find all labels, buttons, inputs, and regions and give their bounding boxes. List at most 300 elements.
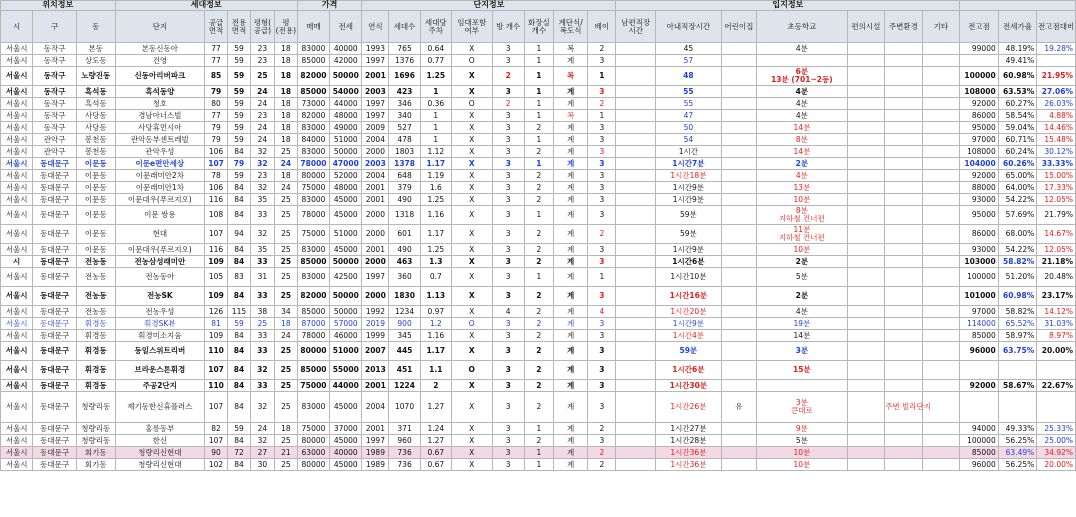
table-cell[interactable]: 85000 [297,361,329,380]
table-cell[interactable]: 2 [524,306,553,318]
table-cell[interactable]: 56.25% [998,435,1037,447]
table-cell[interactable]: 95000 [960,206,999,225]
table-cell[interactable]: 736 [389,447,420,459]
table-cell[interactable]: 63000 [297,447,329,459]
table-cell[interactable] [616,55,656,67]
table-cell[interactable]: 18 [274,98,297,110]
table-cell[interactable]: 5분 [757,435,848,447]
table-cell[interactable] [616,194,656,206]
table-cell[interactable]: 33 [250,330,274,342]
table-cell[interactable]: 1992 [362,306,389,318]
table-cell[interactable]: 59 [228,55,251,67]
table-cell[interactable]: 58.97% [998,330,1037,342]
table-cell[interactable]: 동작구 [33,98,77,110]
table-cell[interactable]: 0.67 [420,459,451,471]
table-cell[interactable]: X [451,423,492,435]
table-cell[interactable]: 50000 [330,146,362,158]
table-cell[interactable] [721,459,756,471]
table-cell[interactable]: 2 [492,67,524,86]
table-cell[interactable] [616,134,656,146]
table-cell[interactable]: 86000 [960,225,999,244]
table-cell[interactable]: 3 [588,55,616,67]
table-cell[interactable]: 527 [389,122,420,134]
table-cell[interactable] [616,423,656,435]
table-cell[interactable]: 107 [205,361,228,380]
table-cell[interactable]: 58.67% [998,380,1037,392]
table-cell[interactable]: 104000 [960,158,999,170]
table-cell[interactable]: 2분 [757,287,848,306]
table-cell[interactable]: 전농동 [77,306,116,318]
table-cell[interactable]: 계 [553,244,587,256]
table-cell[interactable]: 92000 [960,170,999,182]
table-cell[interactable]: 20.00% [1037,342,1076,361]
table-cell[interactable]: 2013 [362,361,389,380]
table-cell[interactable]: 81 [205,318,228,330]
table-cell[interactable] [922,134,960,146]
table-cell[interactable]: 3분 [757,342,848,361]
table-cell[interactable]: 3 [492,244,524,256]
table-cell[interactable]: 77 [205,43,228,55]
table-cell[interactable]: 78000 [297,206,329,225]
table-cell[interactable] [922,244,960,256]
table-cell[interactable]: 흑석동 [77,98,116,110]
table-cell[interactable]: 1.3 [420,256,451,268]
table-cell[interactable]: 17.33% [1037,182,1076,194]
table-cell[interactable]: 3 [492,256,524,268]
table-cell[interactable]: 동대문구 [33,158,77,170]
table-cell[interactable]: X [451,134,492,146]
table-cell[interactable]: 전농동 [77,268,116,287]
table-cell[interactable]: 57 [656,55,722,67]
table-cell[interactable]: 1시간9분 [656,182,722,194]
table-cell[interactable]: 14분 [757,122,848,134]
table-cell[interactable]: 서울시 [1,194,33,206]
table-cell[interactable] [922,194,960,206]
table-cell[interactable] [757,380,848,392]
table-cell[interactable]: 1.19 [420,170,451,182]
table-cell[interactable]: 105 [205,268,228,287]
table-cell[interactable]: 계 [553,122,587,134]
table-cell[interactable] [721,225,756,244]
table-cell[interactable]: 42000 [330,55,362,67]
table-cell[interactable]: 관악우성 [115,146,205,158]
table-cell[interactable]: 114000 [960,318,999,330]
table-cell[interactable]: 서울시 [1,392,33,423]
table-cell[interactable]: 6분 13분 (701~2동) [757,67,848,86]
table-cell[interactable]: 3 [492,380,524,392]
table-cell[interactable]: 25 [250,67,274,86]
table-cell[interactable]: 107 [205,225,228,244]
table-cell[interactable]: 0.7 [420,268,451,287]
table-cell[interactable]: 2000 [362,287,389,306]
table-cell[interactable]: 3 [588,134,616,146]
table-cell[interactable]: 80 [205,98,228,110]
table-cell[interactable]: 75000 [297,182,329,194]
table-cell[interactable]: 83000 [297,122,329,134]
table-cell[interactable]: 1989 [362,459,389,471]
table-cell[interactable] [960,361,999,380]
table-cell[interactable]: 1.1 [420,361,451,380]
table-cell[interactable] [885,423,922,435]
table-cell[interactable]: 60.24% [998,146,1037,158]
table-cell[interactable]: 3 [588,318,616,330]
table-cell[interactable]: 49.33% [998,423,1037,435]
table-cell[interactable]: 계 [553,146,587,158]
table-cell[interactable]: 계 [553,435,587,447]
table-cell[interactable]: 85000 [297,306,329,318]
table-cell[interactable]: X [451,380,492,392]
table-cell[interactable] [885,110,922,122]
table-cell[interactable]: 58.82% [998,306,1037,318]
table-cell[interactable]: 5분 [757,268,848,287]
table-cell[interactable]: X [451,43,492,55]
table-cell[interactable] [922,170,960,182]
table-cell[interactable] [885,225,922,244]
table-cell[interactable]: 15분 [757,361,848,380]
table-cell[interactable]: 2 [524,392,553,423]
table-cell[interactable]: 95000 [960,122,999,134]
table-cell[interactable]: 2001 [362,423,389,435]
table-cell[interactable]: 25 [274,206,297,225]
table-cell[interactable]: 계 [553,392,587,423]
table-cell[interactable]: 계 [553,55,587,67]
table-cell[interactable]: 3 [588,194,616,206]
table-cell[interactable]: 1803 [389,146,420,158]
table-cell[interactable]: 25 [274,392,297,423]
table-cell[interactable] [885,146,922,158]
table-cell[interactable]: 3 [588,244,616,256]
table-cell[interactable] [847,67,884,86]
table-cell[interactable] [847,306,884,318]
table-cell[interactable]: 2000 [362,206,389,225]
table-cell[interactable] [885,194,922,206]
table-cell[interactable]: 24 [250,134,274,146]
table-cell[interactable]: 84 [228,244,251,256]
table-cell[interactable]: 휘경동 [77,380,116,392]
table-cell[interactable]: 3 [588,158,616,170]
table-cell[interactable]: X [451,67,492,86]
table-cell[interactable]: 1 [524,158,553,170]
table-cell[interactable]: 동작구 [33,110,77,122]
table-cell[interactable]: 4 [588,306,616,318]
table-cell[interactable]: 관악구 [33,146,77,158]
table-cell[interactable]: 23 [250,110,274,122]
table-cell[interactable]: 80000 [297,342,329,361]
table-cell[interactable]: 동대문구 [33,447,77,459]
table-cell[interactable]: 93000 [960,244,999,256]
table-cell[interactable]: 3 [492,447,524,459]
table-cell[interactable]: 서울시 [1,122,33,134]
table-cell[interactable]: 3 [492,342,524,361]
table-cell[interactable]: 1 [588,110,616,122]
table-cell[interactable]: 84 [228,361,251,380]
table-cell[interactable]: 45000 [330,194,362,206]
table-cell[interactable]: 3 [588,342,616,361]
table-cell[interactable]: 79 [205,86,228,98]
table-cell[interactable]: 45000 [330,392,362,423]
table-cell[interactable]: 1224 [389,380,420,392]
table-cell[interactable]: 59 [228,134,251,146]
table-cell[interactable]: 휘경동 [77,342,116,361]
table-cell[interactable]: 25 [274,146,297,158]
table-cell[interactable]: 경남아너스빌 [115,110,205,122]
table-cell[interactable]: 계 [553,182,587,194]
table-cell[interactable]: 78000 [297,158,329,170]
table-cell[interactable]: 84 [228,194,251,206]
table-cell[interactable]: 3분 큰대로 [757,392,848,423]
table-cell[interactable]: 2 [524,122,553,134]
table-cell[interactable] [1037,361,1076,380]
table-cell[interactable]: 1시간26분 [656,392,722,423]
table-cell[interactable] [616,435,656,447]
table-cell[interactable]: 1993 [362,43,389,55]
table-cell[interactable] [847,435,884,447]
table-cell[interactable]: 84 [228,459,251,471]
table-cell[interactable]: 59 [228,122,251,134]
table-cell[interactable]: 4분 [757,98,848,110]
table-cell[interactable] [847,380,884,392]
table-cell[interactable] [922,268,960,287]
table-cell[interactable]: 동대문구 [33,256,77,268]
table-cell[interactable]: 동대문구 [33,225,77,244]
table-cell[interactable] [847,110,884,122]
table-cell[interactable] [885,342,922,361]
table-cell[interactable]: 54000 [330,86,362,98]
table-cell[interactable]: 25 [274,459,297,471]
table-cell[interactable]: 24 [250,98,274,110]
table-cell[interactable]: 3 [588,146,616,158]
table-cell[interactable]: 회기동 [77,447,116,459]
table-cell[interactable]: 4분 [757,306,848,318]
table-cell[interactable] [922,86,960,98]
table-cell[interactable]: 브라운스톤휘경 [115,361,205,380]
table-cell[interactable]: 2000 [362,225,389,244]
table-cell[interactable] [847,86,884,98]
table-cell[interactable] [847,134,884,146]
table-cell[interactable]: 이문동 [77,194,116,206]
table-cell[interactable]: 23.17% [1037,287,1076,306]
table-cell[interactable]: 8분 지하철 건너편 [757,206,848,225]
table-cell[interactable]: 85 [205,67,228,86]
table-cell[interactable]: 3 [492,146,524,158]
table-cell[interactable]: 1시간36분 [656,447,722,459]
table-cell[interactable]: 10분 [757,244,848,256]
table-cell[interactable]: 88000 [960,182,999,194]
table-cell[interactable]: 한신 [115,435,205,447]
table-cell[interactable]: 1 [420,86,451,98]
table-cell[interactable] [721,330,756,342]
table-cell[interactable]: 서울시 [1,86,33,98]
table-cell[interactable]: 54.22% [998,244,1037,256]
table-cell[interactable]: 490 [389,244,420,256]
table-cell[interactable]: 휘경동 [77,361,116,380]
table-cell[interactable]: 84000 [297,134,329,146]
table-cell[interactable]: 2 [524,225,553,244]
table-cell[interactable] [922,287,960,306]
table-cell[interactable] [721,361,756,380]
table-cell[interactable]: 84 [228,392,251,423]
table-cell[interactable]: 계 [553,158,587,170]
table-cell[interactable]: 서울시 [1,67,33,86]
table-cell[interactable]: 45000 [330,435,362,447]
table-cell[interactable]: 34.92% [1037,447,1076,459]
table-cell[interactable]: 1234 [389,306,420,318]
table-cell[interactable]: 3 [492,194,524,206]
table-cell[interactable]: 1.2 [420,318,451,330]
table-cell[interactable] [616,182,656,194]
table-cell[interactable] [885,170,922,182]
table-cell[interactable]: 주공2단지 [115,380,205,392]
table-cell[interactable]: 445 [389,342,420,361]
table-cell[interactable]: 3 [492,86,524,98]
table-cell[interactable]: 3 [588,256,616,268]
table-cell[interactable] [885,287,922,306]
table-cell[interactable] [616,392,656,423]
table-cell[interactable]: 13분 [757,182,848,194]
table-cell[interactable] [616,244,656,256]
table-cell[interactable] [616,306,656,318]
table-cell[interactable]: 3 [492,392,524,423]
table-cell[interactable] [998,392,1037,423]
table-cell[interactable]: 32 [250,158,274,170]
table-cell[interactable]: 이문대우(푸르지오) [115,244,205,256]
table-cell[interactable]: 10분 [757,447,848,459]
table-cell[interactable]: 10분 [757,194,848,206]
table-cell[interactable]: 1070 [389,392,420,423]
table-cell[interactable]: 48000 [330,110,362,122]
table-cell[interactable]: 75000 [297,423,329,435]
table-cell[interactable]: 1378 [389,158,420,170]
table-cell[interactable]: 100000 [960,435,999,447]
table-cell[interactable]: 45 [656,43,722,55]
table-cell[interactable]: 960 [389,435,420,447]
table-cell[interactable]: 동작구 [33,43,77,55]
table-cell[interactable]: 1시간7분 [656,158,722,170]
table-cell[interactable]: 10분 [757,459,848,471]
table-cell[interactable]: 32 [250,392,274,423]
table-cell[interactable]: 2 [524,256,553,268]
table-cell[interactable]: 서울시 [1,110,33,122]
table-cell[interactable]: 59.04% [998,122,1037,134]
table-cell[interactable] [998,361,1037,380]
table-cell[interactable]: 2003 [362,158,389,170]
table-cell[interactable]: 2 [492,98,524,110]
table-cell[interactable]: 55 [656,86,722,98]
table-cell[interactable]: 14분 [757,146,848,158]
table-cell[interactable]: 서울시 [1,423,33,435]
table-cell[interactable]: 82000 [297,67,329,86]
table-cell[interactable]: 1.17 [420,158,451,170]
table-cell[interactable]: 83 [228,268,251,287]
table-cell[interactable]: 계 [553,318,587,330]
table-cell[interactable]: 360 [389,268,420,287]
table-cell[interactable]: 3 [492,330,524,342]
table-cell[interactable]: 108000 [960,146,999,158]
table-cell[interactable] [616,170,656,182]
table-cell[interactable] [922,110,960,122]
table-cell[interactable] [922,256,960,268]
table-cell[interactable]: 계 [553,447,587,459]
table-cell[interactable]: 18 [274,55,297,67]
table-cell[interactable]: 사당동 [77,122,116,134]
table-cell[interactable]: 1 [524,98,553,110]
table-cell[interactable]: 서울시 [1,306,33,318]
table-cell[interactable]: 동대문구 [33,423,77,435]
table-cell[interactable]: 25 [274,342,297,361]
table-cell[interactable]: 19분 [757,318,848,330]
table-cell[interactable]: 478 [389,134,420,146]
table-cell[interactable]: 84 [228,435,251,447]
table-cell[interactable]: 계 [553,134,587,146]
table-cell[interactable]: 451 [389,361,420,380]
table-cell[interactable]: 51000 [330,342,362,361]
table-cell[interactable]: 계 [553,98,587,110]
table-cell[interactable]: 49000 [330,122,362,134]
table-cell[interactable]: 계 [553,330,587,342]
table-cell[interactable]: 계 [553,361,587,380]
table-cell[interactable] [885,447,922,459]
table-cell[interactable]: 2 [588,447,616,459]
table-cell[interactable]: 48000 [330,182,362,194]
table-cell[interactable]: 1.17 [420,225,451,244]
table-cell[interactable]: 이문동 [77,182,116,194]
table-cell[interactable]: 1 [524,110,553,122]
table-cell[interactable]: 96000 [960,459,999,471]
table-cell[interactable]: 50000 [330,287,362,306]
table-cell[interactable]: 33.33% [1037,158,1076,170]
table-cell[interactable]: 휘경동 [77,330,116,342]
table-cell[interactable]: 서울시 [1,170,33,182]
table-cell[interactable] [922,380,960,392]
table-cell[interactable]: 1 [524,55,553,67]
table-cell[interactable]: 3 [588,86,616,98]
table-cell[interactable]: 31.03% [1037,318,1076,330]
table-cell[interactable]: 0.77 [420,55,451,67]
table-cell[interactable]: 1.25 [420,194,451,206]
table-cell[interactable]: 126 [205,306,228,318]
table-cell[interactable]: 동대문구 [33,194,77,206]
table-cell[interactable]: 83000 [297,268,329,287]
table-cell[interactable] [885,256,922,268]
table-cell[interactable] [922,435,960,447]
table-cell[interactable] [922,225,960,244]
table-cell[interactable]: 80000 [297,459,329,471]
table-cell[interactable] [616,380,656,392]
table-cell[interactable]: 건영 [115,55,205,67]
table-cell[interactable] [616,98,656,110]
table-cell[interactable] [847,122,884,134]
table-cell[interactable] [616,459,656,471]
table-cell[interactable]: 3 [588,361,616,380]
table-cell[interactable]: 21.79% [1037,206,1076,225]
table-cell[interactable] [616,225,656,244]
table-cell[interactable]: 47000 [330,158,362,170]
table-cell[interactable]: 25 [274,268,297,287]
table-cell[interactable]: X [451,194,492,206]
table-cell[interactable]: 동작구 [33,86,77,98]
table-cell[interactable]: 371 [389,423,420,435]
table-cell[interactable] [885,435,922,447]
table-cell[interactable]: 50 [656,122,722,134]
table-cell[interactable]: 24 [274,158,297,170]
table-cell[interactable]: 2001 [362,380,389,392]
table-cell[interactable] [922,43,960,55]
table-cell[interactable]: 0.67 [420,447,451,459]
table-cell[interactable]: 전농우성 [115,306,205,318]
table-cell[interactable]: 2 [524,318,553,330]
table-cell[interactable] [885,98,922,110]
table-cell[interactable]: 25 [250,318,274,330]
